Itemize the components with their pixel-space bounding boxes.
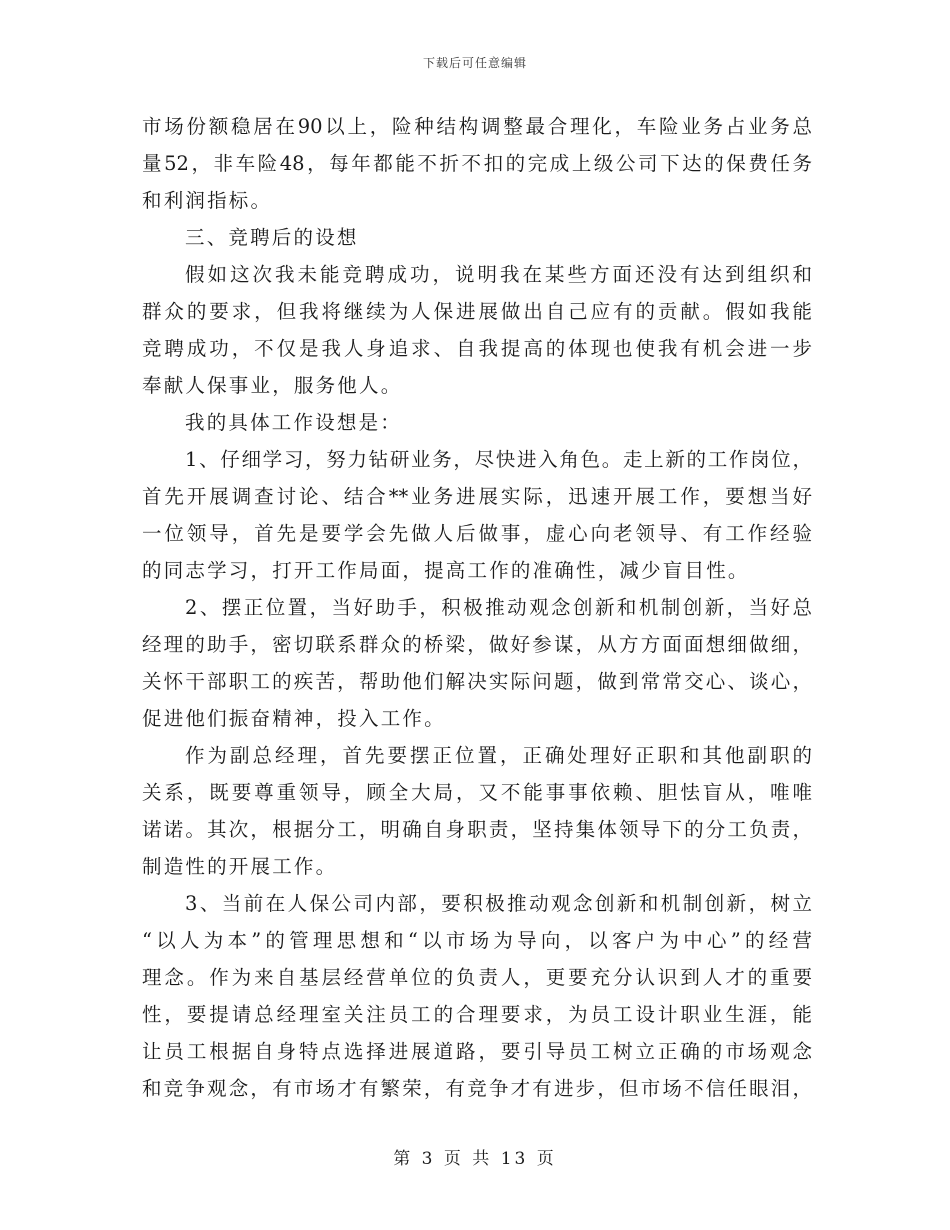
text-line: 和利润指标。 [142,189,273,212]
page-header: 下载后可任意编辑 [422,56,527,70]
text-line: 关系，既要尊重领导，顾全大局，又不能事事依赖、胆怯盲从，唯唯 [142,781,812,804]
text-line: 奉献人保事业，服务他人。 [142,374,403,397]
text-line: 诺诺。其次，根据分工，明确自身职责，坚持集体领导下的分工负责， [142,818,812,841]
document-body [142,108,812,1107]
text-line: 制造性的开展工作。 [142,855,338,878]
text-line: 一位领导，首先是要学会先做人后做事，虚心向老领导、有工作经验 [142,522,812,545]
text-line: 和竞争观念，有市场才有繁荣，有竞争才有进步，但市场不信任眼泪， [142,1077,812,1100]
text-line: 2、摆正位置，当好助手，积极推动观念创新和机制创新，当好总 [185,596,812,619]
text-line: 1、仔细学习，努力钻研业务，尽快进入角色。走上新的工作岗位， [185,448,812,471]
text-line: 市场份额稳居在90以上，险种结构调整最合理化，车险业务占业务总 [142,115,812,138]
text-line: 关怀干部职工的疾苦，帮助他们解决实际问题，做到常常交心、谈心， [142,670,812,693]
text-line: 我的具体工作设想是： [185,411,403,434]
text-line: 三、竞聘后的设想 [185,226,359,249]
text-line: 的同志学习，打开工作局面，提高工作的准确性，减少盲目性。 [142,559,750,582]
page-footer: 第 3 页 共 13 页 [393,1149,557,1169]
text-line: 群众的要求，但我将继续为人保进展做出自己应有的贡献。假如我能 [142,300,812,323]
text-line: 促进他们振奋精神，投入工作。 [142,707,446,730]
text-line: 竞聘成功，不仅是我人身追求、自我提高的体现也使我有机会进一步 [142,337,812,360]
text-line: 理念。作为来自基层经营单位的负责人，更要充分认识到人才的重要 [142,966,812,989]
text-line: 量52，非车险48，每年都能不折不扣的完成上级公司下达的保费任务 [142,152,812,175]
text-line: 经理的助手，密切联系群众的桥梁，做好参谋，从方方面面想细做细， [142,633,812,656]
text-line: 性，要提请总经理室关注员工的合理要求，为员工设计职业生涯，能 [142,1003,812,1026]
text-line: “以人为本”的管理思想和“以市场为导向，以客户为中心”的经营 [142,929,812,952]
text-line: 作为副总经理，首先要摆正位置，正确处理好正职和其他副职的 [185,744,812,767]
text-line: 首先开展调查讨论、结合**业务进展实际，迅速开展工作，要想当好 [142,485,812,508]
text-line: 假如这次我未能竞聘成功，说明我在某些方面还没有达到组织和 [185,263,812,286]
text-line: 3、当前在人保公司内部，要积极推动观念创新和机制创新，树立 [185,892,812,915]
text-line: 让员工根据自身特点选择进展道路，要引导员工树立正确的市场观念 [142,1040,812,1063]
